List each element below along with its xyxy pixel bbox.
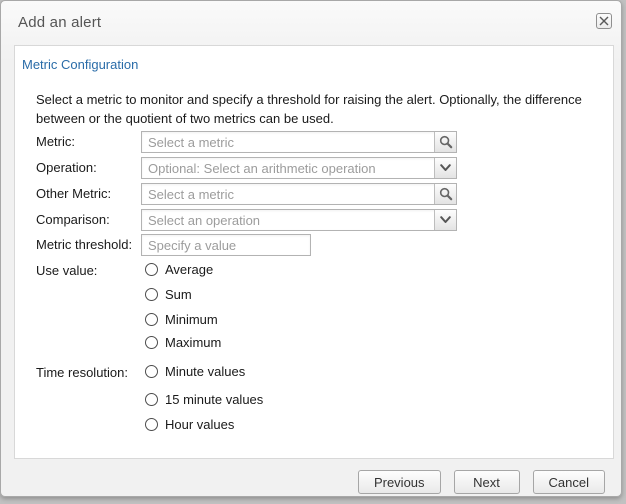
close-icon <box>599 16 609 26</box>
radio-minute-values[interactable] <box>145 363 245 379</box>
search-icon <box>439 187 453 201</box>
use-value-label: Use value: <box>36 263 98 278</box>
close-button[interactable] <box>596 13 612 29</box>
metric-field <box>141 131 457 153</box>
chevron-down-icon <box>440 216 451 224</box>
radio-average[interactable] <box>145 261 213 277</box>
search-icon <box>439 135 453 149</box>
radio-minimum-label: Minimum <box>165 311 218 327</box>
metric-lookup-button[interactable] <box>434 132 456 152</box>
radio-maximum-label: Maximum <box>165 334 222 350</box>
radio-button-icon <box>145 288 158 301</box>
dialog-titlebar <box>1 1 621 45</box>
next-button[interactable]: Next <box>454 470 520 494</box>
operation-field[interactable] <box>141 157 457 179</box>
radio-button-icon <box>145 336 158 349</box>
radio-15-minute-values[interactable] <box>145 391 263 407</box>
radio-button-icon <box>145 263 158 276</box>
radio-hour-values[interactable] <box>145 416 234 432</box>
chevron-down-icon <box>440 164 451 172</box>
metric-label: Metric: <box>36 134 75 149</box>
comparison-field[interactable] <box>141 209 457 231</box>
metric-input[interactable] <box>142 132 434 152</box>
radio-sum-label: Sum <box>165 286 192 302</box>
operation-label: Operation: <box>36 160 97 175</box>
radio-button-icon <box>145 418 158 431</box>
operation-dropdown-button[interactable] <box>434 158 456 178</box>
radio-15-minute-values-label: 15 minute values <box>165 391 264 407</box>
radio-sum[interactable] <box>145 286 192 302</box>
radio-hour-values-label: Hour values <box>165 416 235 432</box>
section-description: Select a metric to monitor and specify a threshold for raising the alert. Optionally, the difference between or the quotient of two metrics can be used. <box>36 92 582 126</box>
radio-maximum[interactable] <box>145 334 221 350</box>
radio-average-label: Average <box>165 261 214 277</box>
metric-threshold-input[interactable] <box>141 234 311 256</box>
other-metric-label: Other Metric: <box>36 186 112 201</box>
comparison-label: Comparison: <box>36 212 110 227</box>
comparison-select[interactable] <box>142 210 434 230</box>
radio-button-icon <box>145 393 158 406</box>
radio-minute-values-label: Minute values <box>165 363 246 379</box>
radio-button-icon <box>145 313 158 326</box>
metric-configuration-panel <box>14 45 614 459</box>
section-heading: Metric Configuration <box>22 57 139 72</box>
metric-threshold-label: Metric threshold: <box>36 237 133 252</box>
other-metric-lookup-button[interactable] <box>434 184 456 204</box>
previous-button[interactable]: Previous <box>358 470 441 494</box>
dialog-footer <box>358 470 605 494</box>
comparison-dropdown-button[interactable] <box>434 210 456 230</box>
other-metric-input[interactable] <box>142 184 434 204</box>
time-resolution-label: Time resolution: <box>36 365 128 380</box>
cancel-button[interactable]: Cancel <box>533 470 605 494</box>
radio-minimum[interactable] <box>145 311 218 327</box>
operation-select[interactable] <box>142 158 434 178</box>
dialog-title: Add an alert <box>18 14 102 31</box>
other-metric-field <box>141 183 457 205</box>
radio-button-icon <box>145 365 158 378</box>
